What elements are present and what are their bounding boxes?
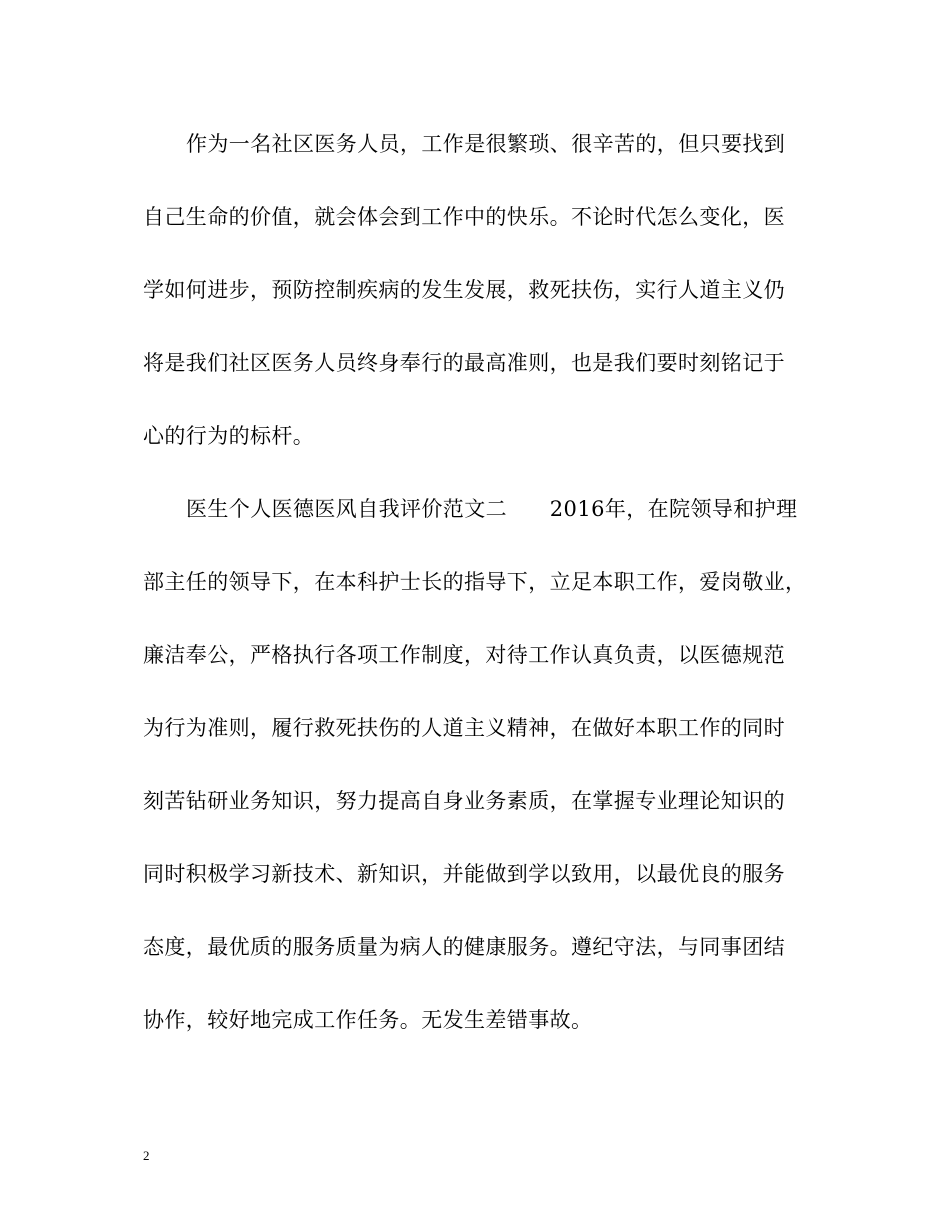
paragraph-1 xyxy=(143,122,808,487)
text-line: 将是我们社区医务人员终身奉行的最高准则，也是我们要时刻铭记于 xyxy=(143,351,785,375)
text-line: 为行为准则，履行救死扶伤的人道主义精神，在做好本职工作的同时 xyxy=(143,716,785,740)
text-line: 部主任的领导下，在本科护士长的指导下，立足本职工作，爱岗敬业， xyxy=(143,570,807,594)
body-text xyxy=(143,122,808,1071)
page-number: 2 xyxy=(143,1148,150,1163)
text-line: 同时积极学习新技术、新知识，并能做到学以致用，以最优良的服务 xyxy=(143,862,785,886)
text-line: 态度，最优质的服务质量为病人的健康服务。遵纪守法，与同事团结 xyxy=(143,935,785,959)
text-line: 刻苦钻研业务知识，努力提高自身业务素质，在掌握专业理论知识的 xyxy=(143,789,785,813)
text-line: 廉洁奉公，严格执行各项工作制度，对待工作认真负责，以医德规范 xyxy=(143,643,785,667)
paragraph-2 xyxy=(143,487,808,1071)
text-line: 自己生命的价值，就会体会到工作中的快乐。不论时代怎么变化，医 xyxy=(143,205,785,229)
text-line: 学如何进步，预防控制疾病的发生发展，救死扶伤，实行人道主义仍 xyxy=(143,278,785,302)
text-line: 医生个人医德医风自我评价范文二 2016年，在院领导和护理 xyxy=(186,497,798,521)
text-line: 协作，较好地完成工作任务。无发生差错事故。 xyxy=(143,1008,593,1032)
text-line: 心的行为的标杆。 xyxy=(143,424,315,448)
text-line: 作为一名社区医务人员，工作是很繁琐、很辛苦的，但只要找到 xyxy=(186,132,786,156)
